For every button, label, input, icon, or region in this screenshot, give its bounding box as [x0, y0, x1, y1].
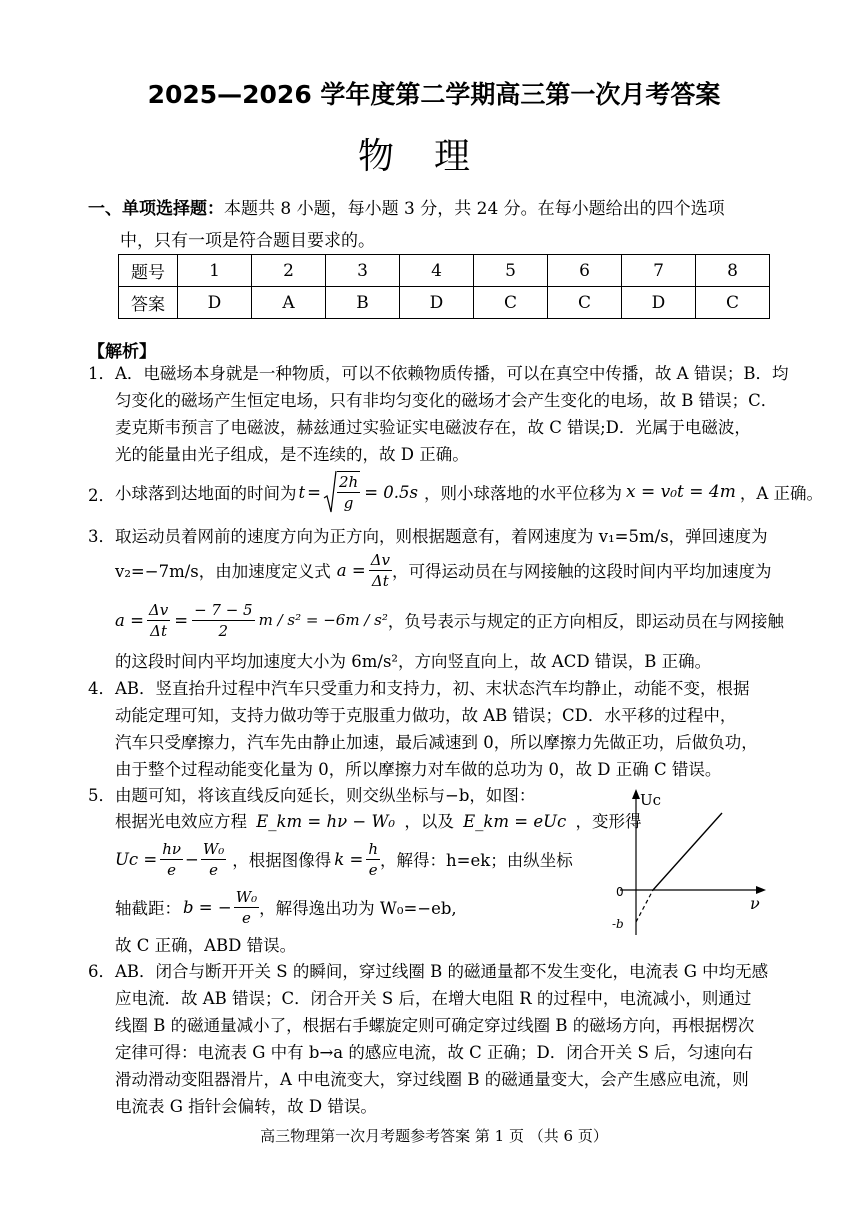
frac-num: 2h: [338, 473, 359, 491]
sqrt-fraction: [337, 471, 360, 513]
frac-num: Δv: [148, 600, 169, 619]
q2-text: ，A 正确。: [739, 484, 824, 503]
question-number: 6: [548, 255, 622, 287]
answer-cell: D: [178, 287, 252, 319]
answer-cell: C: [696, 287, 770, 319]
x-axis-arrow-icon: [756, 886, 766, 894]
frac-den: e: [167, 860, 177, 879]
fraction: [147, 600, 170, 641]
fraction: [160, 839, 183, 880]
frac-num: Δv: [370, 550, 390, 569]
question-number: 8: [696, 255, 770, 287]
answer-cell: C: [548, 287, 622, 319]
q5-uc-eq: Uc =: [115, 849, 158, 869]
q3-line: 的这段时间内平均加速度大小为 6m/s²，方向竖直向上，故 ACD 错误，B 正确。: [115, 652, 712, 671]
frac-num: h: [368, 839, 379, 858]
uc-nu-graph: [600, 785, 770, 945]
q3-unit: m / s² = −6m / s²: [258, 611, 388, 629]
q6-line: 应电流．故 AB 错误；C．闭合开关 S 后，在增大电阻 R 的过程中，电流减小，则通过: [115, 989, 752, 1008]
table-row: [119, 287, 770, 319]
x-axis-label: ν: [750, 894, 760, 913]
q2-number: 2．: [88, 486, 115, 505]
q5-eq: E_km = hν − W₀: [256, 812, 396, 831]
q2-eq1: = 0.5s: [364, 482, 418, 502]
q2-line: [115, 470, 823, 514]
q4-line: AB．竖直抬升过程中汽车只受重力和支持力，初、末状态汽车均静止，动能不变，根据: [115, 679, 750, 698]
equals-sign: =: [307, 482, 321, 502]
q5-k-eq: k =: [334, 849, 364, 869]
frac-num: W₀: [202, 839, 225, 858]
question-number: 7: [622, 255, 696, 287]
q4-number: 4．: [88, 679, 115, 698]
q3-text: ，可得运动员在与网接触的这段时间内平均加速度为: [392, 562, 772, 581]
equals-sign: =: [174, 610, 189, 630]
question-number: 2: [252, 255, 326, 287]
fraction: [192, 600, 255, 641]
fraction: [234, 887, 259, 928]
q3-text: ，负号表示与规定的正方向相反，即运动员在与网接触: [387, 612, 784, 631]
y-axis-label: Uc: [640, 791, 662, 809]
answer-cell: D: [400, 287, 474, 319]
q5-b-eq: b = −: [183, 897, 232, 917]
fraction: [369, 550, 392, 591]
frac-den: e: [368, 860, 378, 879]
q5-line: [115, 836, 573, 882]
q6-line: 定律可得：电流表 G 中有 b→a 的感应电流，故 C 正确；D．闭合开关 S 后，匀速向右: [115, 1043, 754, 1062]
q1-line: A．电磁场本身就是一种物质，可以不依赖物质传播，可以在真空中传播，故 A 错误；B．均: [115, 364, 789, 383]
q5-line: [115, 808, 641, 832]
q2-t-symbol: t: [298, 482, 306, 502]
question-number: 3: [326, 255, 400, 287]
q6-number: 6．: [88, 962, 115, 981]
frac-den: Δt: [371, 571, 389, 590]
q1-line: 光的能量由光子组成，是不连续的，故 D 正确。: [115, 445, 469, 464]
q3-line: 取运动员着网前的速度方向为正方向，则根据题意有，着网速度为 v₁=5m/s，弹回速度为: [115, 527, 768, 546]
intercept-label: -b: [612, 917, 624, 931]
q3-a-eq: a =: [115, 610, 144, 630]
q6-line: AB．闭合与断开开关 S 的瞬间，穿过线圈 B 的磁通量都不发生变化，电流表 G 中均无感: [115, 962, 769, 981]
page-title: 2025—2026 学年度第二学期高三第一次月考答案: [147, 80, 721, 109]
q6-line: 滑动滑动变阻器滑片，A 中电流变大，穿过线圈 B 的磁通量变大，会产生感应电流，则: [115, 1070, 749, 1089]
question-number: 1: [178, 255, 252, 287]
q2-text: ，则小球落地的水平位移为: [423, 484, 622, 503]
answer-cell: C: [474, 287, 548, 319]
row-header-answer: 答案: [119, 287, 178, 319]
q3-a-eq: a =: [336, 560, 366, 580]
q4-line: 由于整个过程动能变化量为 0，所以摩擦力对车做的总功为 0，故 D 正确 C 错误。: [115, 760, 722, 779]
q5-text: ，以及: [404, 812, 454, 831]
row-header-question: 题号: [119, 255, 178, 287]
q1-number: 1．: [88, 364, 115, 383]
frac-den: Δt: [150, 621, 168, 640]
q5-number: 5．: [88, 786, 115, 805]
data-line: [653, 813, 722, 890]
q6-line: 电流表 G 指针会偏转，故 D 错误。: [115, 1097, 377, 1116]
frac-num: − 7 − 5: [194, 600, 253, 619]
q5-line: 由题可知，将该直线反向延长，则交纵坐标与−b，如图：: [115, 786, 536, 805]
answer-cell: D: [622, 287, 696, 319]
minus-sign: −: [185, 849, 199, 869]
q5-text: ，根据图像得: [232, 851, 332, 870]
subject-title: 物理: [357, 136, 510, 177]
extension-dashed-line: [636, 890, 653, 922]
origin-label: 0: [616, 885, 624, 899]
q2-text: 小球落到达地面的时间为: [115, 484, 297, 503]
table-row: [119, 255, 770, 287]
frac-num: hν: [162, 839, 181, 858]
analysis-heading: 【解析】: [88, 342, 156, 362]
q5-text: ，解得逸出功为 W₀=−eb,: [259, 899, 457, 918]
q4-line: 动能定理可知，支持力做功等于克服重力做功，故 AB 错误；CD．水平移的过程中，: [115, 706, 737, 725]
q5-text: 轴截距：: [115, 899, 181, 918]
y-axis-arrow-icon: [632, 789, 640, 799]
section-desc-1: 本题共 8 小题，每小题 3 分，共 24 分。在每小题给出的四个选项: [224, 199, 725, 219]
q5-text: ，变形得: [575, 812, 642, 831]
frac-den: e: [209, 860, 218, 879]
section-heading: [88, 194, 788, 224]
q5-text: 根据光电效应方程: [115, 812, 247, 831]
sqrt-expression: [323, 470, 360, 514]
q1-line: 麦克斯韦预言了电磁波，赫兹通过实验证实电磁波存在，故 C 错误;D．光属于电磁波，: [115, 418, 751, 437]
frac-den: g: [343, 494, 354, 512]
q5-eq: E_km = eUc: [463, 812, 567, 831]
fraction: [201, 839, 226, 880]
frac-num: W₀: [235, 887, 258, 906]
frac-den: 2: [218, 621, 229, 640]
frac-den: e: [241, 908, 251, 927]
q5-text: ，解得：h=ek；由纵坐标: [380, 851, 573, 870]
q1-line: 匀变化的磁场产生恒定电场，只有非均匀变化的磁场才会产生变化的电场，故 B 错误；C．: [115, 391, 778, 410]
q4-line: 汽车只受摩擦力，汽车先由静止加速，最后减速到 0，所以摩擦力先做正功，后做负功，: [115, 733, 758, 752]
question-number: 5: [474, 255, 548, 287]
fraction: [366, 839, 380, 880]
page-footer: 高三物理第一次月考题参考答案 第 1 页 （共 6 页）: [260, 1127, 608, 1145]
q3-line: [115, 596, 784, 644]
section-label: 一、单项选择题：: [88, 199, 224, 219]
q5-line: 故 C 正确，ABD 错误。: [115, 936, 297, 955]
answer-cell: B: [326, 287, 400, 319]
q6-line: 线圈 B 的磁通量减小了，根据右手螺旋定则可确定穿过线圈 B 的磁场方向，再根据楞次: [115, 1016, 755, 1035]
q2-eq2: x = v₀t = 4m: [625, 482, 736, 502]
section-desc-2: 中，只有一项是符合题目要求的。: [120, 231, 375, 251]
sqrt-icon: [323, 470, 337, 514]
question-number: 4: [400, 255, 474, 287]
q3-line: [115, 548, 772, 592]
answer-cell: A: [252, 287, 326, 319]
answer-table: [118, 254, 770, 319]
q5-line: [115, 884, 457, 930]
q3-text: v₂=−7m/s，由加速度定义式: [115, 562, 331, 581]
q3-number: 3．: [88, 527, 115, 546]
